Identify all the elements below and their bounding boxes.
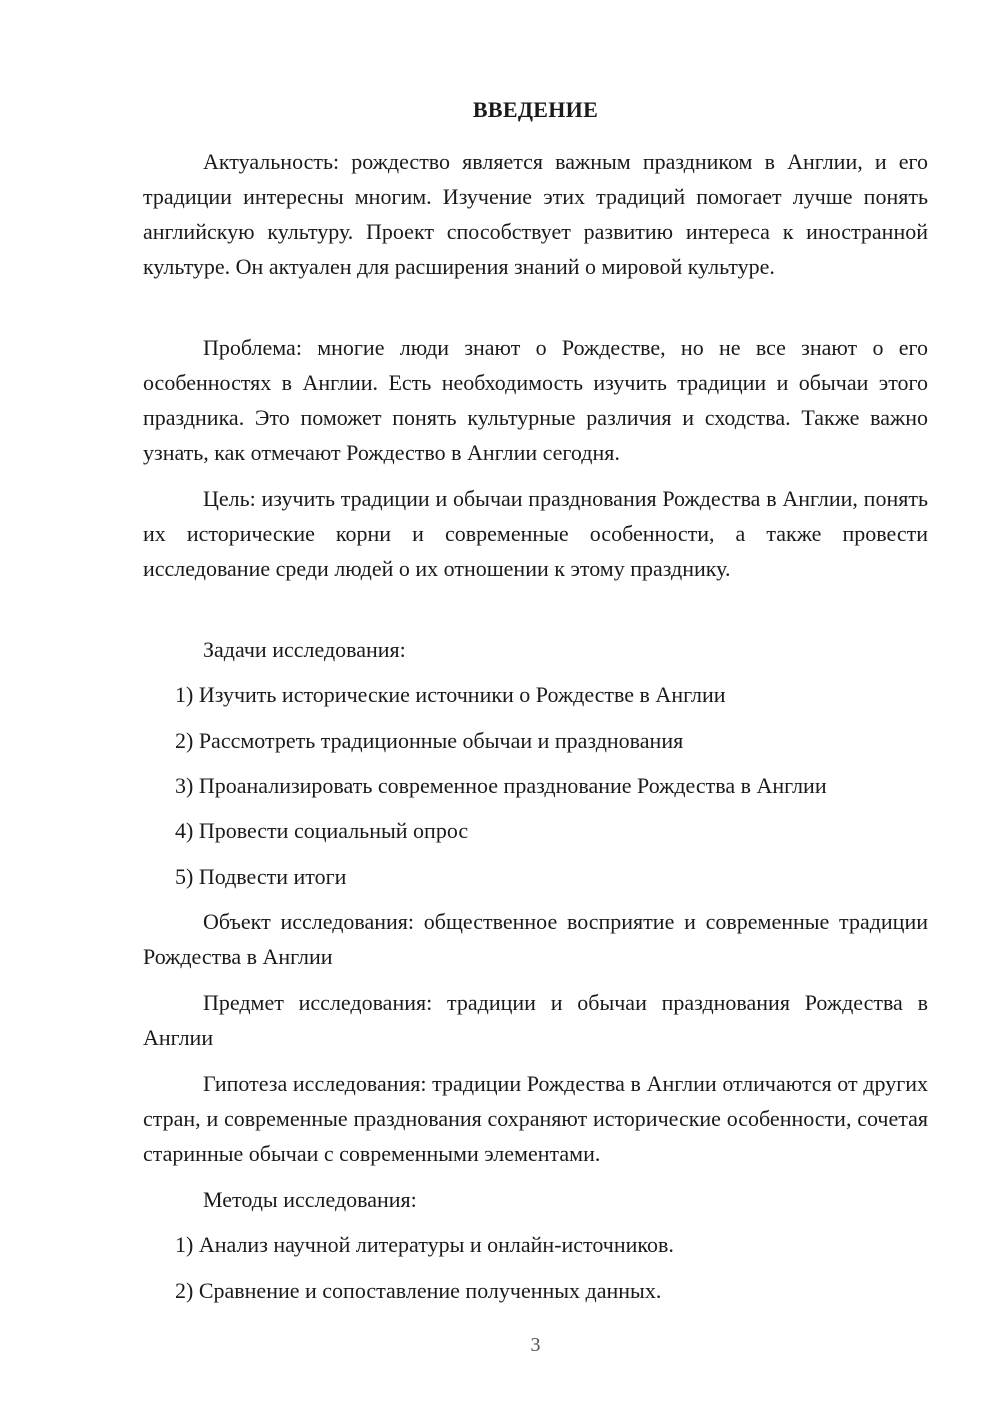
task-item: 3) Проанализировать современное празднование Рождества в Англии — [175, 773, 827, 798]
goal-paragraph: Цель: изучить традиции и обычаи празднования Рождества в Англии, понять их исторические корни и современные особенности, а также провести исследование среди людей о их отношении к этому празднику. — [143, 486, 928, 581]
page-number: 3 — [530, 1334, 541, 1356]
subject-paragraph: Предмет исследования: традиции и обычаи празднования Рождества в Англии — [143, 990, 928, 1050]
hypothesis-paragraph: Гипотеза исследования: традиции Рождества в Англии отличаются от других стран, и современные празднования сохраняют исторические особенности, сочетая старинные обычаи с современными элементами. — [143, 1071, 928, 1166]
task-item: 4) Провести социальный опрос — [175, 818, 469, 843]
problem-paragraph: Проблема: многие люди знают о Рождестве, но не все знают о его особенностях в Англии. Есть необходимость изучить традиции и обычаи этого праздника. Это поможет понять культурные различия и сходства. Также важно узнать, как отмечают Рождество в Англии сегодня. — [143, 335, 928, 465]
method-item: 2) Сравнение и сопоставление полученных данных. — [175, 1278, 662, 1303]
page-title: ВВЕДЕНИЕ — [472, 97, 599, 122]
relevance-paragraph: Актуальность: рождество является важным праздником в Англии, и его традиции интересны многим. Изучение этих традиций помогает лучше понять английскую культуру. Проект способствует развитию интереса к иностранной культуре. Он актуален для расширения знаний о мировой культуре. — [143, 149, 928, 279]
object-paragraph: Объект исследования: общественное восприятие и современные традиции Рождества в Англии — [143, 909, 928, 969]
document-page — [143, 0, 928, 1414]
task-item: 2) Рассмотреть традиционные обычаи и празднования — [175, 728, 684, 753]
task-item: 5) Подвести итоги — [175, 864, 347, 889]
method-item: 1) Анализ научной литературы и онлайн-источников. — [175, 1232, 674, 1257]
tasks-heading: Задачи исследования: — [203, 637, 406, 662]
methods-heading: Методы исследования: — [203, 1187, 417, 1212]
task-item: 1) Изучить исторические источники о Рождестве в Англии — [175, 682, 726, 707]
